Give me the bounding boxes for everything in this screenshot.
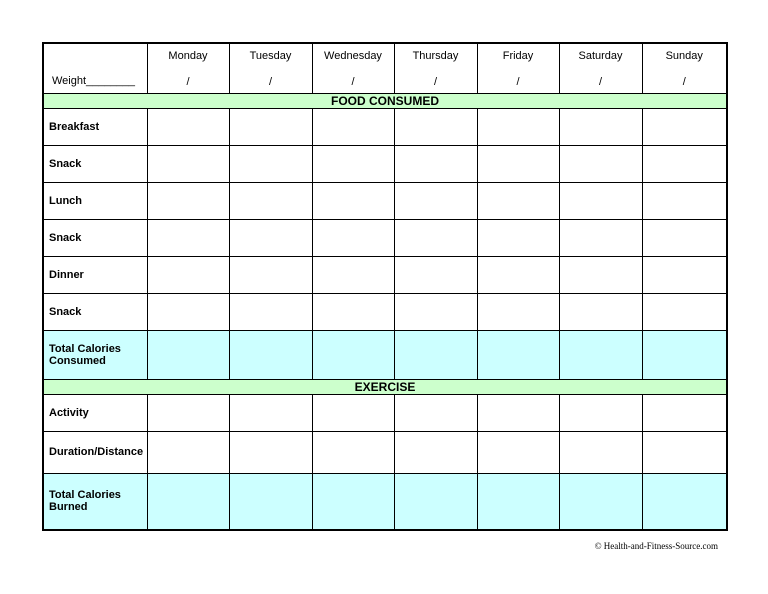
table-row [43, 256, 727, 293]
row-label-duration-distance: Duration/Distance [43, 431, 147, 473]
entry-cell[interactable] [229, 394, 312, 431]
row-label-snack: Snack [43, 219, 147, 256]
entry-cell[interactable] [477, 293, 559, 330]
entry-cell[interactable] [559, 256, 642, 293]
entry-cell[interactable] [642, 108, 727, 145]
entry-cell[interactable] [394, 394, 477, 431]
table-row [43, 431, 727, 473]
entry-cell[interactable] [312, 182, 394, 219]
total-cell[interactable] [312, 330, 394, 379]
row-label-total-consumed: Total Calories Consumed [43, 330, 147, 379]
entry-cell[interactable] [477, 219, 559, 256]
entry-cell[interactable] [642, 219, 727, 256]
entry-cell[interactable] [477, 431, 559, 473]
total-cell[interactable] [642, 330, 727, 379]
section-header-food [43, 93, 727, 108]
entry-cell[interactable] [394, 431, 477, 473]
entry-cell[interactable] [642, 145, 727, 182]
entry-cell[interactable] [147, 293, 229, 330]
header-row [43, 43, 727, 93]
section-header-exercise [43, 379, 727, 394]
entry-cell[interactable] [229, 219, 312, 256]
entry-cell[interactable] [642, 394, 727, 431]
total-cell[interactable] [559, 330, 642, 379]
total-cell[interactable] [477, 473, 559, 530]
entry-cell[interactable] [147, 219, 229, 256]
entry-cell[interactable] [642, 182, 727, 219]
entry-cell[interactable] [312, 145, 394, 182]
entry-cell[interactable] [147, 394, 229, 431]
entry-cell[interactable] [312, 431, 394, 473]
table-row [43, 394, 727, 431]
entry-cell[interactable] [229, 293, 312, 330]
day-header-saturday: Saturday / [559, 43, 642, 93]
entry-cell[interactable] [642, 431, 727, 473]
entry-cell[interactable] [229, 145, 312, 182]
day-header-friday: Friday / [477, 43, 559, 93]
entry-cell[interactable] [147, 256, 229, 293]
entry-cell[interactable] [229, 182, 312, 219]
entry-cell[interactable] [147, 182, 229, 219]
entry-cell[interactable] [477, 256, 559, 293]
entry-cell[interactable] [559, 293, 642, 330]
day-header-tuesday: Tuesday / [229, 43, 312, 93]
entry-cell[interactable] [229, 256, 312, 293]
entry-cell[interactable] [559, 145, 642, 182]
entry-cell[interactable] [147, 145, 229, 182]
total-row-burned [43, 473, 727, 530]
entry-cell[interactable] [477, 394, 559, 431]
table-row [43, 145, 727, 182]
entry-cell[interactable] [559, 219, 642, 256]
entry-cell[interactable] [394, 219, 477, 256]
entry-cell[interactable] [559, 394, 642, 431]
entry-cell[interactable] [394, 256, 477, 293]
table-row [43, 293, 727, 330]
entry-cell[interactable] [477, 108, 559, 145]
entry-cell[interactable] [312, 219, 394, 256]
food-consumed-title: FOOD CONSUMED [43, 93, 727, 108]
day-header-wednesday: Wednesday / [312, 43, 394, 93]
row-label-dinner: Dinner [43, 256, 147, 293]
row-label-snack: Snack [43, 145, 147, 182]
total-cell[interactable] [147, 330, 229, 379]
table-row [43, 108, 727, 145]
total-row-consumed [43, 330, 727, 379]
day-header-sunday: Sunday / [642, 43, 727, 93]
food-exercise-log [42, 42, 726, 531]
row-label-breakfast: Breakfast [43, 108, 147, 145]
total-cell[interactable] [312, 473, 394, 530]
entry-cell[interactable] [394, 182, 477, 219]
table-row [43, 182, 727, 219]
entry-cell[interactable] [312, 256, 394, 293]
entry-cell[interactable] [642, 256, 727, 293]
total-cell[interactable] [229, 330, 312, 379]
entry-cell[interactable] [394, 145, 477, 182]
exercise-title: EXERCISE [43, 379, 727, 394]
total-cell[interactable] [477, 330, 559, 379]
total-cell[interactable] [559, 473, 642, 530]
day-header-monday: Monday / [147, 43, 229, 93]
weight-cell[interactable] [43, 43, 147, 93]
log-table [42, 42, 728, 531]
entry-cell[interactable] [477, 182, 559, 219]
entry-cell[interactable] [559, 182, 642, 219]
total-cell[interactable] [394, 330, 477, 379]
entry-cell[interactable] [477, 145, 559, 182]
row-label-total-burned: Total Calories Burned [43, 473, 147, 530]
total-cell[interactable] [229, 473, 312, 530]
total-cell[interactable] [394, 473, 477, 530]
table-row [43, 219, 727, 256]
row-label-activity: Activity [43, 394, 147, 431]
entry-cell[interactable] [312, 293, 394, 330]
copyright-footer: © Health-and-Fitness-Source.com [594, 541, 718, 551]
total-cell[interactable] [147, 473, 229, 530]
total-cell[interactable] [642, 473, 727, 530]
row-label-lunch: Lunch [43, 182, 147, 219]
day-header-thursday: Thursday / [394, 43, 477, 93]
entry-cell[interactable] [394, 293, 477, 330]
entry-cell[interactable] [312, 394, 394, 431]
entry-cell[interactable] [394, 108, 477, 145]
entry-cell[interactable] [642, 293, 727, 330]
entry-cell[interactable] [147, 108, 229, 145]
entry-cell[interactable] [559, 431, 642, 473]
row-label-snack: Snack [43, 293, 147, 330]
entry-cell[interactable] [312, 108, 394, 145]
entry-cell[interactable] [229, 108, 312, 145]
entry-cell[interactable] [229, 431, 312, 473]
entry-cell[interactable] [559, 108, 642, 145]
entry-cell[interactable] [147, 431, 229, 473]
weight-label: Weight________ [52, 74, 135, 87]
